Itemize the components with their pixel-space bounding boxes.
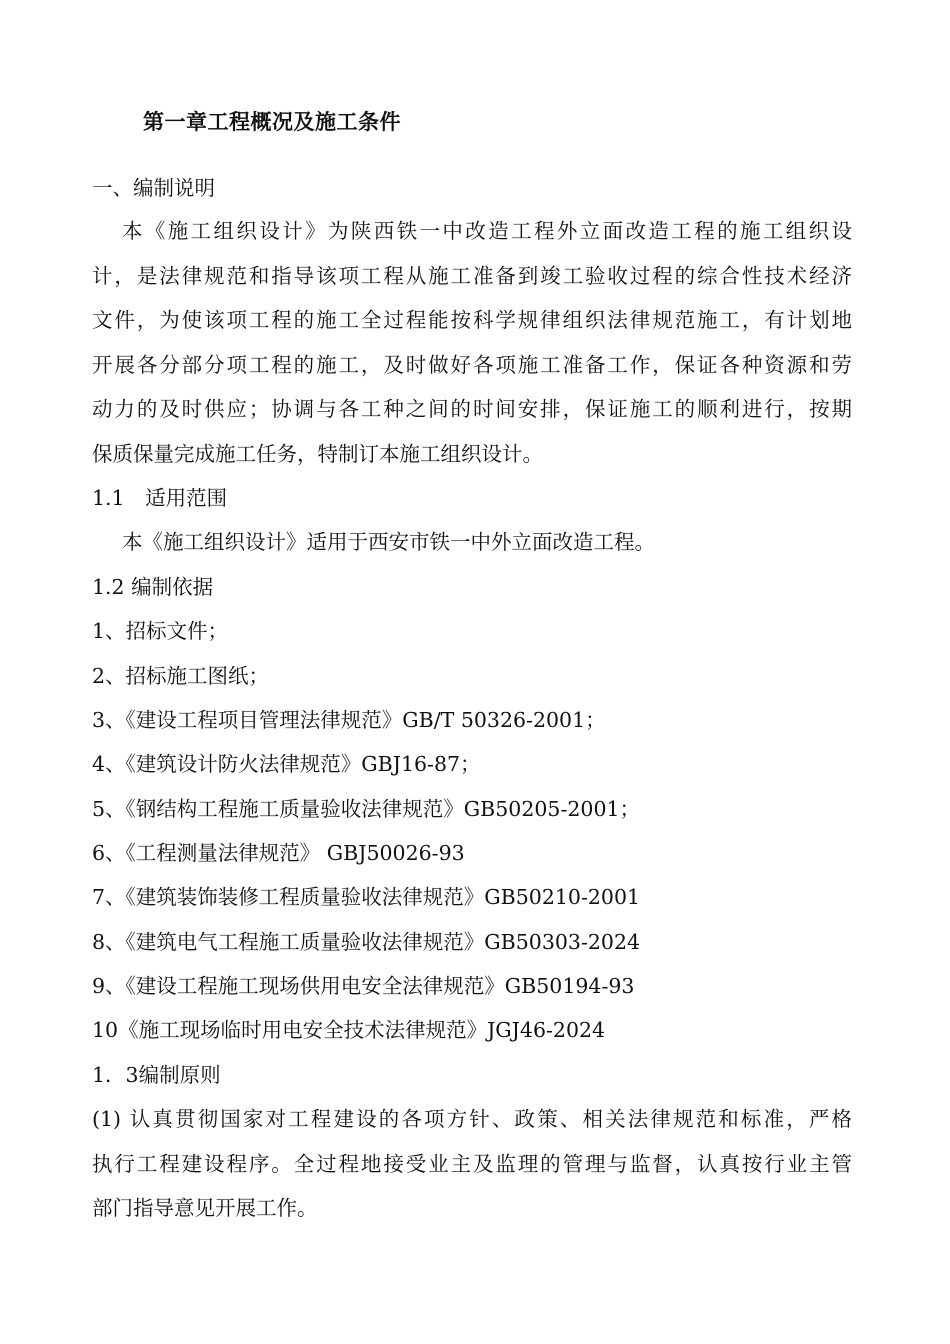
basis-item: 1、招标文件； (92, 619, 229, 643)
chapter-title: 第一章工程概况及施工条件 (143, 110, 401, 134)
principle-line-3: 部门指导意见开展工作。 (92, 1196, 318, 1220)
basis-item: 5、《钢结构工程施工质量验收法律规范》GB50205-2001； (92, 797, 641, 821)
basis-item: 6、《工程测量法律规范》 GBJ50026-93 (92, 841, 465, 865)
subsection-heading-principles: 1．3编制原则 (92, 1063, 221, 1087)
intro-line-5: 动力的及时供应；协调与各工种之间的时间安排，保证施工的顺利进行，按期 (92, 397, 852, 421)
principle-line-2: 执行工程建设程序。全过程地接受业主及监理的管理与监督，认真按行业主管 (92, 1152, 852, 1176)
subsection-heading-scope: 1.1 适用范围 (92, 486, 228, 510)
basis-item: 7、《建筑装饰装修工程质量验收法律规范》GB50210-2001 (92, 885, 641, 909)
intro-line-6: 保质保量完成施工任务，特制订本施工组织设计。 (92, 442, 543, 466)
basis-item: 4、《建筑设计防火法律规范》GBJ16-87； (92, 752, 481, 776)
basis-item: 3、《建设工程项目管理法律规范》GB/T 50326-2001； (92, 708, 606, 732)
basis-item: 8、《建筑电气工程施工质量验收法律规范》GB50303-2024 (92, 930, 641, 954)
scope-text: 本《施工组织设计》适用于西安市铁一中外立面改造工程。 (122, 530, 655, 554)
basis-item: 9、《建设工程施工现场供用电安全法律规范》GB50194-93 (92, 974, 635, 998)
intro-line-4: 开展各分部分项工程的施工，及时做好各项施工准备工作，保证各种资源和劳 (92, 353, 852, 377)
intro-line-2: 计，是法律规范和指导该项工程从施工准备到竣工验收过程的综合性技术经济 (92, 264, 852, 288)
principle-line-1: (1) 认真贯彻国家对工程建设的各项方针、政策、相关法律规范和标准，严格 (92, 1107, 852, 1131)
intro-line-1: 本《施工组织设计》为陕西铁一中改造工程外立面改造工程的施工组织设 (122, 219, 852, 243)
intro-line-3: 文件，为使该项工程的施工全过程能按科学规律组织法律规范施工，有计划地 (92, 308, 852, 332)
basis-item: 2、招标施工图纸； (92, 664, 270, 688)
subsection-heading-basis: 1.2 编制依据 (92, 575, 214, 599)
basis-item: 10《施工现场临时用电安全技术法律规范》JGJ46-2024 (92, 1018, 606, 1042)
section-heading-compilation-notes: 一、编制说明 (92, 176, 215, 200)
